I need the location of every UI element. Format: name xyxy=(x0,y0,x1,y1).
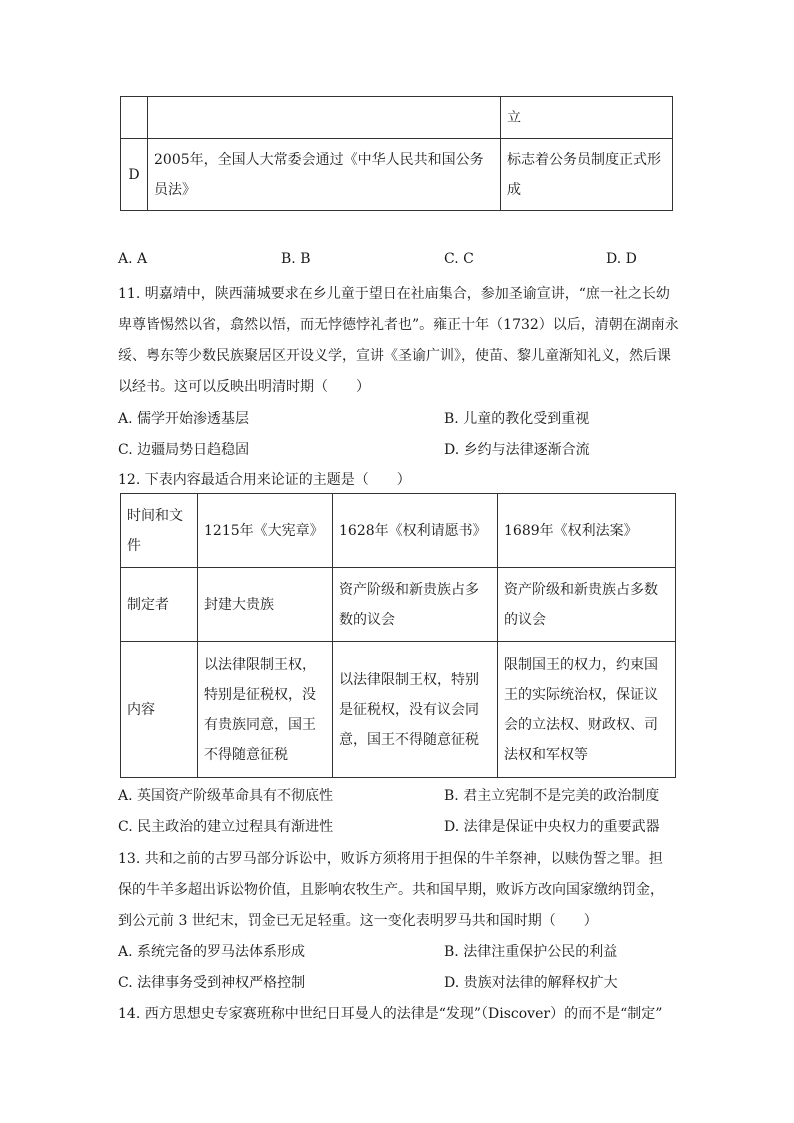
q11-option-b[interactable]: B. 儿童的教化受到重视 xyxy=(444,411,590,427)
table-cell-meaning: 标志着公务员制度正式形成 xyxy=(501,139,673,211)
table-cell-letter: D xyxy=(121,139,148,211)
table-row xyxy=(121,139,673,211)
table-cell-event: 2005年，全国人大常委会通过《中华人民共和国公务员法》 xyxy=(148,139,501,211)
table-row xyxy=(121,97,673,139)
q11-stem-line: 11. 明嘉靖中，陕西蒲城要求在乡儿童于望日在社庙集合，参加圣谕宣讲，“庶一社之长幼 xyxy=(118,286,670,302)
q11-stem-line: 卑尊皆惕然以省，翕然以悟，而无悖德悖礼者也”。雍正十年（1732）以后，清朝在湖南永 xyxy=(118,317,679,333)
q10-option-c[interactable]: C. C xyxy=(444,251,474,267)
q12-option-c[interactable]: C. 民主政治的建立过程具有渐进性 xyxy=(118,819,334,835)
table-cell-event xyxy=(148,97,501,139)
q10-option-b[interactable]: B. B xyxy=(281,251,311,267)
q12-stem: 12. 下表内容最适合用来论证的主题是（ ） xyxy=(118,472,411,488)
table-cell-letter xyxy=(121,97,148,139)
table-row xyxy=(121,568,676,642)
q13-option-c[interactable]: C. 法律事务受到神权严格控制 xyxy=(118,975,306,991)
table-header-cell: 1628年《权利请愿书》 xyxy=(333,494,498,568)
table-header-cell: 1215年《大宪章》 xyxy=(198,494,333,568)
table-cell: 制定者 xyxy=(121,568,198,642)
q13-option-b[interactable]: B. 法律注重保护公民的利益 xyxy=(444,944,618,960)
q10-option-d[interactable]: D. D xyxy=(606,251,637,267)
documents-table xyxy=(120,493,676,778)
q12-option-d[interactable]: D. 法律是保证中央权力的重要武器 xyxy=(444,819,660,835)
table-row xyxy=(121,642,676,778)
table-cell: 资产阶级和新贵族占多数的议会 xyxy=(333,568,498,642)
table-cell: 以法律限制王权，特别是征税权，没有贵族同意，国王不得随意征税 xyxy=(198,642,333,778)
q13-stem-line: 13. 共和之前的古罗马部分诉讼中，败诉方须将用于担保的牛羊祭神，以赎伪誓之罪。担 xyxy=(118,851,663,867)
q13-option-a[interactable]: A. 系统完备的罗马法体系形成 xyxy=(118,944,306,960)
q11-option-a[interactable]: A. 儒学开始渗透基层 xyxy=(118,411,250,427)
q13-stem-line: 到公元前 3 世纪末，罚金已无足轻重。这一变化表明罗马共和国时期（ ） xyxy=(118,913,598,929)
table-cell: 封建大贵族 xyxy=(198,568,333,642)
q13-stem-line: 保的牛羊多超出诉讼物价值，且影响农牧生产。共和国早期，败诉方改向国家缴纳罚金， xyxy=(118,882,664,898)
q11-option-d[interactable]: D. 乡约与法律逐渐合流 xyxy=(444,442,590,458)
q12-option-b[interactable]: B. 君主立宪制不是完美的政治制度 xyxy=(444,788,660,804)
table-cell-meaning: 立 xyxy=(501,97,673,139)
table-cell: 资产阶级和新贵族占多数的议会 xyxy=(498,568,676,642)
q10-option-a[interactable]: A. A xyxy=(118,251,148,267)
q12-option-a[interactable]: A. 英国资产阶级革命具有不彻底性 xyxy=(118,788,334,804)
table-row xyxy=(121,494,676,568)
q13-option-d[interactable]: D. 贵族对法律的解释权扩大 xyxy=(444,975,618,991)
q11-stem-line: 以经书。这可以反映出明清时期（ ） xyxy=(118,379,370,395)
table-cell: 限制国王的权力，约束国王的实际统治权，保证议会的立法权、财政权、司法权和军权等 xyxy=(498,642,676,778)
q11-stem-line: 绥、粤东等少数民族聚居区开设义学，宣讲《圣谕广训》，使苗、黎儿童渐知礼义，然后课 xyxy=(118,348,671,364)
option-table xyxy=(120,96,673,211)
table-cell: 内容 xyxy=(121,642,198,778)
table-header-cell: 1689年《权利法案》 xyxy=(498,494,676,568)
table-cell: 以法律限制王权，特别是征税权，没有议会同意，国王不得随意征税 xyxy=(333,642,498,778)
table-header-cell: 时间和文件 xyxy=(121,494,198,568)
q14-stem-line: 14. 西方思想史专家赛班称中世纪日耳曼人的法律是“发现”（Discover）的而不是“制定” xyxy=(118,1006,663,1022)
q11-option-c[interactable]: C. 边疆局势日趋稳固 xyxy=(118,442,250,458)
